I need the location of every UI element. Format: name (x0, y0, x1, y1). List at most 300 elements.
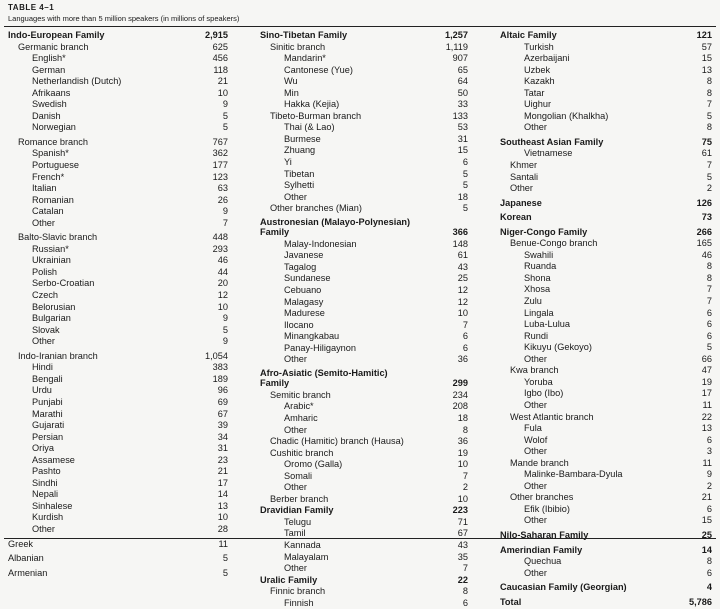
table-row (500, 76, 712, 88)
row-value: 26 (217, 194, 228, 205)
row-value: 10 (217, 512, 228, 523)
table-row (260, 390, 468, 402)
row-label: Fula (524, 423, 542, 434)
row-label: Serbo-Croatian (32, 278, 95, 289)
row-label: Burmese (284, 133, 321, 144)
row-value: 5 (222, 122, 228, 133)
row-value: 5 (462, 203, 468, 214)
row-value: 67 (217, 408, 228, 419)
row-label: Belorusian (32, 301, 76, 312)
table-row (500, 183, 712, 195)
row-value: 39 (217, 420, 228, 431)
table-row (8, 325, 228, 337)
row-label: Family (260, 378, 290, 389)
table-row (260, 53, 468, 65)
table-row (8, 524, 228, 536)
row-label: Kurdish (32, 512, 64, 523)
table-row (500, 308, 712, 320)
table-row (8, 539, 228, 551)
table-row (260, 505, 468, 517)
row-label: Greek (8, 538, 34, 549)
table-row (260, 157, 468, 169)
row-label: Sundanese (284, 273, 331, 284)
table-row (500, 111, 712, 123)
row-label: Malayalam (284, 551, 329, 562)
row-label: Xhosa (524, 284, 551, 295)
row-label: Kikuyu (Gekoyo) (524, 342, 592, 353)
table-row (500, 504, 712, 516)
row-value: 69 (217, 396, 228, 407)
table-row (500, 515, 712, 527)
row-label: Slovak (32, 324, 60, 335)
table-row (260, 227, 468, 239)
table-row (260, 250, 468, 262)
row-label: Wolof (524, 434, 548, 445)
table-row (500, 556, 712, 568)
row-label: Zulu (524, 296, 542, 307)
row-value: 9 (222, 313, 228, 324)
table-row (260, 308, 468, 320)
row-value: 14 (217, 489, 228, 500)
row-label: Other (32, 217, 55, 228)
row-value: 18 (457, 191, 468, 202)
row-value: 7 (462, 563, 468, 574)
row-value: 12 (457, 284, 468, 295)
row-value: 53 (457, 122, 468, 133)
row-label: Germanic branch (18, 41, 89, 52)
row-label: Gujarati (32, 420, 65, 431)
row-label: Turkish (524, 41, 554, 52)
row-label: Afro-Asiatic (Semito-Hamitic) (260, 367, 388, 378)
table-row (8, 443, 228, 455)
table-row (500, 400, 712, 412)
row-label: Chadic (Hamitic) branch (Hausa) (270, 436, 404, 447)
row-value: 448 (212, 232, 228, 243)
row-label: Igbo (Ibo) (524, 388, 564, 399)
row-label: Kannada (284, 539, 321, 550)
table-row (500, 319, 712, 331)
row-label: West Atlantic branch (510, 411, 594, 422)
row-value: 19 (701, 376, 712, 387)
row-value: 46 (217, 255, 228, 266)
table-row (8, 160, 228, 172)
table-row (8, 30, 228, 42)
table-row (260, 30, 468, 42)
row-value: 6 (706, 330, 712, 341)
row-value: 5 (706, 342, 712, 353)
row-value: 96 (217, 385, 228, 396)
row-label: Swahili (524, 249, 554, 260)
table-row (260, 598, 468, 609)
row-value: 5 (222, 110, 228, 121)
table-row (500, 30, 712, 42)
row-label: Ilocano (284, 319, 314, 330)
row-label: Other (32, 336, 55, 347)
table-row (260, 180, 468, 192)
row-value: 2 (706, 183, 712, 194)
row-label: Santali (510, 171, 539, 182)
table-row (260, 448, 468, 460)
table-row (8, 501, 228, 513)
row-label: Netherlandish (Dutch) (32, 76, 122, 87)
row-label: Family (260, 227, 290, 238)
table-row (260, 563, 468, 575)
row-value: 22 (701, 411, 712, 422)
table-row (260, 575, 468, 587)
column-left (8, 30, 228, 579)
table-row (500, 492, 712, 504)
row-label: Sindhi (32, 477, 58, 488)
column-right (500, 30, 712, 608)
table-row (260, 88, 468, 100)
row-value: 5 (462, 168, 468, 179)
row-label: Other (524, 515, 547, 526)
table-row (500, 148, 712, 160)
row-value: 148 (452, 238, 468, 249)
row-label: Armenian (8, 567, 48, 578)
table-row (8, 88, 228, 100)
table-row (8, 111, 228, 123)
row-value: 299 (452, 378, 468, 389)
row-label: Tagalog (284, 261, 317, 272)
row-label: Sino-Tibetan Family (260, 30, 348, 40)
row-label: Albanian (8, 553, 44, 564)
table-row (260, 378, 468, 390)
row-value: 11 (702, 399, 712, 410)
row-value: 383 (212, 362, 228, 373)
row-label: Bengali (32, 373, 63, 384)
table-row (260, 401, 468, 413)
table-row (500, 88, 712, 100)
table-row (8, 206, 228, 218)
row-label: Amerindian Family (500, 544, 583, 555)
row-value: 6 (706, 307, 712, 318)
table-row (260, 297, 468, 309)
table-row (500, 250, 712, 262)
row-value: 34 (217, 431, 228, 442)
row-value: 118 (213, 64, 228, 75)
table-row (500, 331, 712, 343)
table-row (500, 42, 712, 54)
table-row (260, 320, 468, 332)
row-label: Semitic branch (270, 389, 331, 400)
row-value: 66 (701, 353, 712, 364)
row-value: 15 (701, 53, 712, 64)
table-row (500, 273, 712, 285)
table-row (500, 122, 712, 134)
table-row (8, 183, 228, 195)
row-value: 9 (706, 469, 712, 480)
row-value: 17 (217, 477, 228, 488)
row-value: 8 (706, 261, 712, 272)
top-rule (4, 26, 716, 27)
row-value: 4 (706, 582, 712, 593)
table-row (260, 459, 468, 471)
row-value: 223 (452, 505, 468, 516)
table-row (260, 99, 468, 111)
row-label: Danish (32, 110, 61, 121)
row-value: 1,257 (445, 30, 468, 40)
row-value: 10 (457, 493, 468, 504)
row-label: Thai (& Lao) (284, 122, 335, 133)
row-label: Berber branch (270, 493, 329, 504)
table-row (500, 172, 712, 184)
table-row (500, 284, 712, 296)
row-label: Sinitic branch (270, 41, 326, 52)
row-label: Tatar (524, 87, 545, 98)
row-value: 10 (457, 308, 468, 319)
row-value: 20 (217, 278, 228, 289)
row-label: Kwa branch (510, 365, 559, 376)
row-label: Other (524, 446, 547, 457)
table-row (8, 244, 228, 256)
table-row (8, 489, 228, 501)
row-value: 13 (701, 64, 712, 75)
row-value: 5 (222, 567, 228, 578)
row-value: 6 (706, 319, 712, 330)
row-label: Vietnamese (524, 148, 573, 159)
table-row (500, 435, 712, 447)
row-label: Spanish* (32, 148, 69, 159)
row-label: Other (510, 183, 533, 194)
table-row (260, 134, 468, 146)
table-row (260, 239, 468, 251)
row-value: 8 (706, 122, 712, 133)
row-value: 44 (217, 266, 228, 277)
row-value: 73 (701, 212, 712, 223)
row-label: Panay-Hiligaynon (284, 342, 357, 353)
row-value: 625 (212, 41, 228, 52)
row-label: Luba-Lulua (524, 319, 570, 330)
row-label: Arabic* (284, 401, 314, 412)
row-value: 21 (217, 466, 228, 477)
row-value: 17 (701, 388, 712, 399)
row-label: Other (284, 563, 307, 574)
row-label: Czech (32, 290, 59, 301)
row-value: 43 (457, 261, 468, 272)
row-value: 6 (462, 157, 468, 168)
table-row (8, 409, 228, 421)
table-row (500, 545, 712, 557)
table-row (260, 65, 468, 77)
row-label: Malagasy (284, 296, 324, 307)
table-row (8, 195, 228, 207)
table-row (8, 362, 228, 374)
row-label: Amharic (284, 412, 318, 423)
row-value: 7 (462, 319, 468, 330)
table-row (500, 458, 712, 470)
table-row (500, 198, 712, 210)
table-row (500, 296, 712, 308)
row-value: 456 (212, 53, 228, 64)
bottom-rule (4, 538, 716, 539)
table-row (260, 169, 468, 181)
row-value: 7 (706, 160, 712, 171)
row-label: Indo-Iranian branch (18, 350, 98, 361)
row-value: 43 (457, 539, 468, 550)
table-row (8, 76, 228, 88)
row-value: 123 (212, 171, 228, 182)
row-value: 63 (217, 183, 228, 194)
table-row (8, 172, 228, 184)
row-value: 25 (701, 529, 712, 540)
table-row (8, 267, 228, 279)
row-label: Madurese (284, 308, 325, 319)
row-value: 10 (457, 459, 468, 470)
row-value: 3 (706, 446, 712, 457)
row-label: Assamese (32, 454, 75, 465)
row-label: Malay-Indonesian (284, 238, 357, 249)
row-value: 67 (457, 528, 468, 539)
table-row (8, 99, 228, 111)
row-value: 7 (462, 470, 468, 481)
row-value: 61 (701, 148, 712, 159)
table-row (500, 582, 712, 594)
row-value: 8 (706, 272, 712, 283)
table-row (260, 436, 468, 448)
row-label: Swedish (32, 99, 67, 110)
row-label: Russian* (32, 243, 69, 254)
row-value: 21 (701, 492, 712, 503)
row-label: Rundi (524, 330, 549, 341)
row-label: Yoruba (524, 376, 553, 387)
table-row (500, 597, 712, 609)
row-value: 362 (212, 148, 228, 159)
table-row (500, 423, 712, 435)
row-label: Efik (Ibibio) (524, 503, 570, 514)
row-label: Japanese (500, 197, 542, 208)
row-label: Other (284, 354, 307, 365)
row-value: 13 (701, 423, 712, 434)
row-label: Altaic Family (500, 30, 557, 40)
row-value: 11 (218, 538, 228, 549)
row-value: 7 (706, 296, 712, 307)
row-value: 9 (222, 206, 228, 217)
table-row (500, 261, 712, 273)
table-row (8, 466, 228, 478)
row-label: Mongolian (Khalkha) (524, 110, 609, 121)
row-label: Min (284, 87, 299, 98)
row-value: 65 (457, 64, 468, 75)
table-row (260, 262, 468, 274)
row-label: Southeast Asian Family (500, 136, 604, 147)
row-value: 8 (706, 76, 712, 87)
row-value: 5,786 (689, 596, 712, 607)
table-row (260, 425, 468, 437)
row-label: Uzbek (524, 64, 551, 75)
table-row (500, 160, 712, 172)
row-label: Other (32, 523, 55, 534)
row-value: 28 (217, 523, 228, 534)
table-row (500, 469, 712, 481)
table-row (8, 290, 228, 302)
table-row (260, 482, 468, 494)
row-value: 234 (452, 389, 468, 400)
row-value: 75 (701, 136, 712, 147)
row-label: Austronesian (Malayo-Polynesian) (260, 216, 411, 227)
table-row (500, 227, 712, 239)
row-label: Portuguese (32, 160, 79, 171)
row-label: Other branches (Mian) (270, 203, 362, 214)
row-label: Tibetan (284, 168, 315, 179)
table-row (260, 369, 468, 379)
row-label: Wu (284, 76, 298, 87)
row-label: Sinhalese (32, 500, 73, 511)
table-row (500, 53, 712, 65)
row-value: 8 (706, 87, 712, 98)
table-row (260, 471, 468, 483)
row-value: 177 (212, 160, 228, 171)
table-row (8, 568, 228, 580)
row-label: Persian (32, 431, 64, 442)
row-value: 2 (462, 482, 468, 493)
row-label: French* (32, 171, 65, 182)
table-row (8, 478, 228, 490)
row-value: 10 (217, 301, 228, 312)
row-label: Mande branch (510, 457, 569, 468)
table-row (8, 42, 228, 54)
row-value: 8 (462, 586, 468, 597)
table-row (260, 192, 468, 204)
table-row (500, 412, 712, 424)
row-label: Yi (284, 157, 292, 168)
row-value: 907 (452, 53, 468, 64)
table-row (260, 122, 468, 134)
row-value: 50 (457, 87, 468, 98)
table-row (8, 385, 228, 397)
row-label: Kazakh (524, 76, 555, 87)
table-row (260, 517, 468, 529)
row-value: 5 (706, 171, 712, 182)
row-value: 14 (701, 544, 712, 555)
table-row (260, 76, 468, 88)
row-label: Korean (500, 212, 532, 223)
table-row (260, 42, 468, 54)
row-label: Oromo (Galla) (284, 459, 343, 470)
table-row (260, 111, 468, 123)
row-value: 21 (217, 76, 228, 87)
row-value: 18 (457, 412, 468, 423)
row-value: 6 (706, 503, 712, 514)
table-row (8, 336, 228, 348)
row-label: Finnish (284, 597, 314, 608)
row-value: 31 (457, 133, 468, 144)
table-number: TABLE 4–1 (8, 3, 55, 12)
row-value: 6 (462, 597, 468, 608)
row-value: 189 (212, 373, 228, 384)
row-label: Nepali (32, 489, 59, 500)
table-row (500, 342, 712, 354)
table-row (8, 148, 228, 160)
row-value: 31 (217, 443, 228, 454)
row-value: 6 (706, 567, 712, 578)
table-row (500, 212, 712, 224)
row-label: Polish (32, 266, 58, 277)
table-row (260, 145, 468, 157)
row-value: 5 (706, 110, 712, 121)
row-label: Norwegian (32, 122, 76, 133)
row-value: 10 (217, 87, 228, 98)
row-label: English* (32, 53, 66, 64)
table-row (500, 354, 712, 366)
row-value: 36 (457, 354, 468, 365)
row-label: Uralic Family (260, 574, 318, 585)
row-value: 46 (701, 249, 712, 260)
row-value: 293 (212, 243, 228, 254)
row-value: 2 (706, 480, 712, 491)
row-label: Cantonese (Yue) (284, 64, 353, 75)
row-value: 5 (462, 180, 468, 191)
